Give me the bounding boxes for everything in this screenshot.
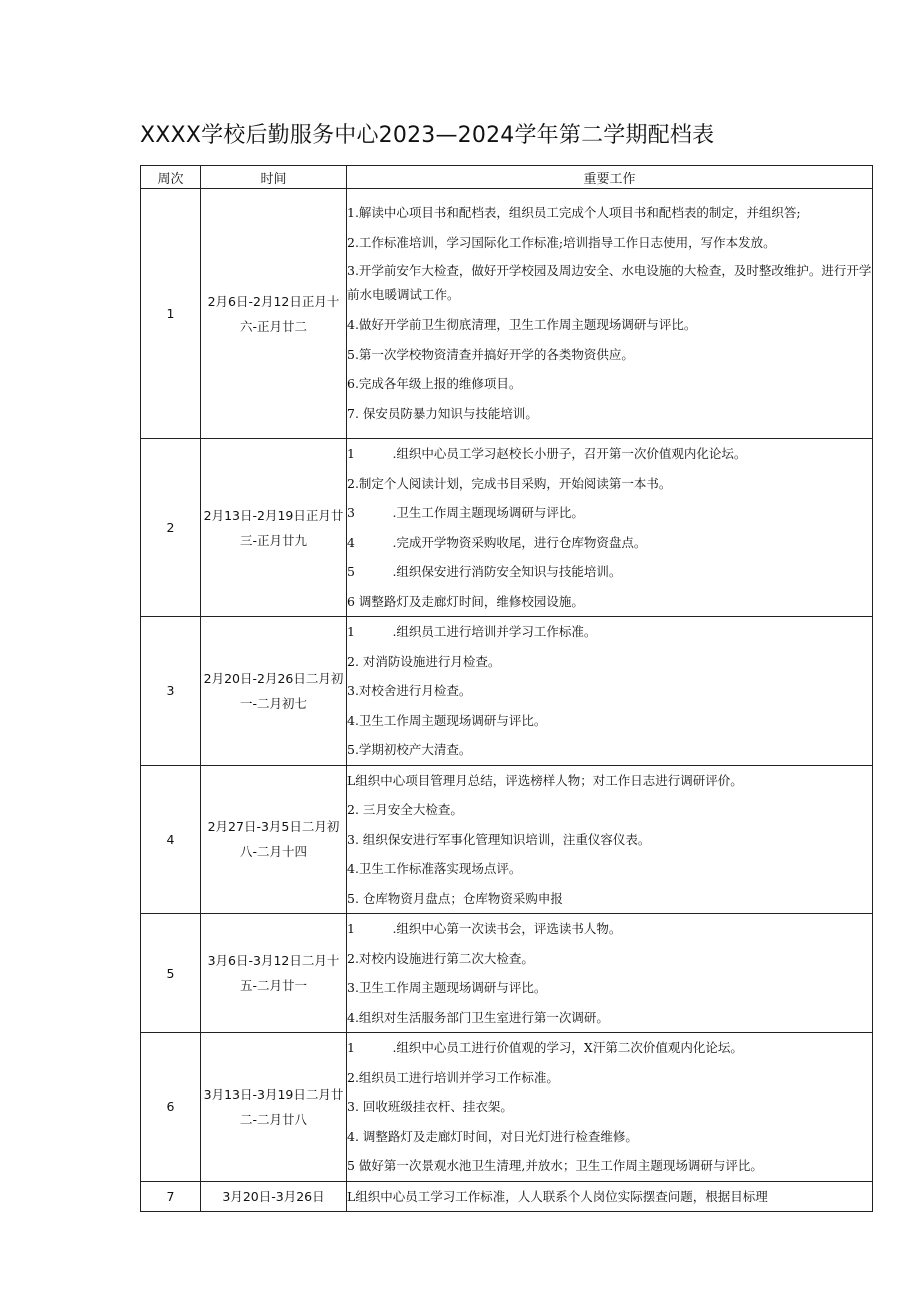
table-header-row (141, 166, 873, 189)
work-item: 2.制定个人阅读计划，完成书目采购，开始阅读第一本书。 (347, 475, 672, 491)
work-item: 5.学期初校产大清查。 (347, 742, 472, 757)
work-item: 2.组织员工进行培训并学习工作标准。 (347, 1069, 559, 1085)
work-item: 5. 仓库物资月盘点；仓库物资采购申报 (347, 890, 563, 906)
work-item: 3. 回收班级挂衣杆、挂衣架。 (347, 1099, 513, 1114)
table-row (141, 765, 873, 914)
week-cell: 5 (141, 914, 201, 1033)
work-item: 3. 组织保安进行军事化管理知识培训，注重仪容仪表。 (347, 831, 651, 847)
work-item: 4.卫生工作周主题现场调研与评比。 (347, 712, 547, 728)
time-cell: 2月6日-2月12日正月十六-正月廿二 (201, 189, 347, 439)
work-item: 2.工作标准培训，学习国际化工作标准;培训指导工作日志使用，写作本发放。 (347, 234, 776, 250)
page-title: XXXX学校后勤服务中心2023—2024学年第二学期配档表 (140, 123, 715, 148)
work-item: 3.对校舍进行月检查。 (347, 683, 472, 698)
work-item: 1 .组织中心第一次读书会，评选读书人物。 (347, 921, 622, 936)
header-time: 时间 (201, 166, 347, 189)
table-row (141, 617, 873, 766)
work-cell (347, 189, 873, 439)
table-row (141, 914, 873, 1033)
table-row (141, 1181, 873, 1212)
work-item: L组织中心项目管理月总结，评选榜样人物；对工作日志进行调研评价。 (347, 772, 743, 788)
work-item: 6 调整路灯及走廊灯时间，维修校园设施。 (347, 593, 584, 609)
work-item: 5 做好第一次景观水池卫生清理,并放水；卫生工作周主题现场调研与评比。 (347, 1158, 763, 1173)
schedule-table (140, 165, 873, 1212)
week-cell: 3 (141, 617, 201, 766)
work-item: 2. 对消防设施进行月检查。 (347, 653, 501, 669)
work-item: L组织中心员工学习工作标准，人人联系个人岗位实际摆查问题，根据目标理 (347, 1188, 768, 1204)
table-row (141, 189, 873, 439)
work-item: 3.开学前安乍大检查，做好开学校园及周边安全、水电设施的大检查，及时整改维护。进行开学前水电暖调试工作。 (347, 263, 872, 303)
work-cell (347, 1033, 873, 1182)
work-item: 4 .完成开学物资采购收尾，进行仓库物资盘点。 (347, 534, 647, 550)
time-cell: 3月13日-3月19日二月廿二-二月廿八 (201, 1033, 347, 1182)
time-cell: 3月20日-3月26日 (201, 1181, 347, 1212)
time-cell: 2月27日-3月5日二月初八-二月十四 (201, 765, 347, 914)
work-item: 4.卫生工作标准落实现场点评。 (347, 861, 522, 876)
work-item: 1 .组织员工进行培训并学习工作标准。 (347, 624, 597, 639)
work-item: 1 .组织中心员工进行价值观的学习，X汗第二次价值观内化论坛。 (347, 1040, 743, 1055)
work-item: 4.组织对生活服务部门卫生室进行第一次调研。 (347, 1009, 609, 1025)
week-cell: 4 (141, 765, 201, 914)
table-row (141, 439, 873, 617)
work-item: 3.卫生工作周主题现场调研与评比。 (347, 980, 547, 995)
table-row (141, 1033, 873, 1182)
week-cell: 6 (141, 1033, 201, 1182)
week-cell: 1 (141, 189, 201, 439)
work-item: 5.第一次学校物资清查并搞好开学的各类物资供应。 (347, 346, 634, 362)
work-cell (347, 914, 873, 1033)
work-item: 2.对校内设施进行第二次大检查。 (347, 950, 534, 966)
work-item: 6.完成各年级上报的维修项目。 (347, 376, 522, 392)
work-item: 2. 三月安全大检查。 (347, 802, 463, 817)
work-item: 4. 调整路灯及走廊灯时间，对日光灯进行检查维修。 (347, 1128, 638, 1144)
work-cell (347, 1181, 873, 1212)
time-cell: 3月6日-3月12日二月十五-二月廿一 (201, 914, 347, 1033)
work-item: 4.做好开学前卫生彻底清理，卫生工作周主题现场调研与评比。 (347, 317, 697, 333)
week-cell: 2 (141, 439, 201, 617)
work-cell (347, 617, 873, 766)
work-item: 1 .组织中心员工学习赵校长小册子，召开第一次价值观内化论坛。 (347, 446, 747, 461)
week-cell: 7 (141, 1181, 201, 1212)
work-item: 3 .卫生工作周主题现场调研与评比。 (347, 505, 584, 520)
header-week: 周次 (141, 166, 201, 189)
work-cell (347, 439, 873, 617)
time-cell: 2月20日-2月26日二月初一-二月初七 (201, 617, 347, 766)
work-item: 7. 保安员防暴力知识与技能培训。 (347, 405, 538, 421)
header-work: 重要工作 (347, 166, 873, 189)
time-cell: 2月13日-2月19日正月廿三-正月廿九 (201, 439, 347, 617)
work-cell (347, 765, 873, 914)
work-item: 5 .组织保安进行消防安全知识与技能培训。 (347, 564, 622, 579)
work-item: 1.解读中心项目书和配档表，组织员工完成个人项目书和配档表的制定，并组织答; (347, 204, 801, 220)
